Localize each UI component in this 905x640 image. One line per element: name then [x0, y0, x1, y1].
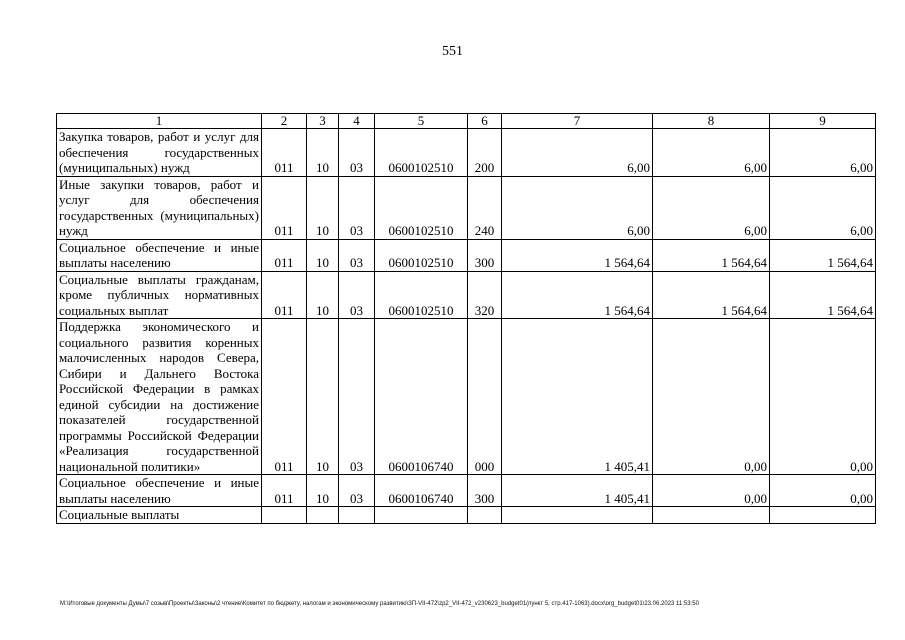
table-row-partial: [57, 507, 876, 524]
target-article-cell: 0600106740: [375, 319, 468, 475]
amount-col9-cell: 0,00: [770, 475, 876, 507]
empty-cell: [770, 507, 876, 524]
item-name-cell: Иные закупки товаров, работ и услуг для обеспечения государственных (муниципальных) нужд: [57, 176, 262, 239]
empty-cell: [307, 507, 339, 524]
amount-col8-cell: 1 564,64: [653, 239, 770, 271]
ministry-code-cell: 011: [262, 239, 307, 271]
amount-col7-cell: 1 405,41: [502, 475, 653, 507]
subsection-code-cell: 03: [339, 319, 375, 475]
subsection-code-cell: 03: [339, 176, 375, 239]
ministry-code-cell: 011: [262, 176, 307, 239]
amount-col9-cell: 1 564,64: [770, 239, 876, 271]
table-row: [57, 129, 876, 177]
ministry-code-cell: 011: [262, 475, 307, 507]
header-row: [57, 114, 876, 129]
expense-type-cell: 300: [468, 475, 502, 507]
target-article-cell: 0600102510: [375, 239, 468, 271]
section-code-cell: 10: [307, 475, 339, 507]
subsection-code-cell: 03: [339, 239, 375, 271]
header-cell: 7: [502, 114, 653, 129]
expense-type-cell: 240: [468, 176, 502, 239]
amount-col7-cell: 1 564,64: [502, 239, 653, 271]
section-code-cell: 10: [307, 239, 339, 271]
amount-col9-cell: 6,00: [770, 129, 876, 177]
empty-cell: [502, 507, 653, 524]
header-cell: 9: [770, 114, 876, 129]
amount-col9-cell: 1 564,64: [770, 271, 876, 319]
subsection-code-cell: 03: [339, 271, 375, 319]
expense-type-cell: 300: [468, 239, 502, 271]
item-name-cell: Закупка товаров, работ и услуг для обеспечения государственных (муниципальных) нужд: [57, 129, 262, 177]
amount-col8-cell: 6,00: [653, 176, 770, 239]
table-row: [57, 475, 876, 507]
subsection-code-cell: 03: [339, 129, 375, 177]
target-article-cell: 0600102510: [375, 176, 468, 239]
page-number: 551: [442, 44, 463, 59]
amount-col7-cell: 6,00: [502, 176, 653, 239]
amount-col8-cell: 1 564,64: [653, 271, 770, 319]
header-cell: 3: [307, 114, 339, 129]
table-row: [57, 271, 876, 319]
target-article-cell: 0600102510: [375, 129, 468, 177]
empty-cell: [468, 507, 502, 524]
target-article-cell: 0600102510: [375, 271, 468, 319]
section-code-cell: 10: [307, 176, 339, 239]
item-name-cell: Социальное обеспечение и иные выплаты населению: [57, 239, 262, 271]
header-cell: 5: [375, 114, 468, 129]
document-path-footer: М:\Итоговые документы Думы\7 созыв\Проекты\Законы\2 чтение\Комитет по бюджету, налогам и экономическому развитию\ЗП-VII-472\zp2_VII-472_v230623_budget01(пункт 5, стр.417-1063).docx\org_budget01\23.06.2023 11:53:50: [60, 601, 699, 607]
header-cell: 4: [339, 114, 375, 129]
amount-col9-cell: 0,00: [770, 319, 876, 475]
table-row: [57, 239, 876, 271]
header-cell: 1: [57, 114, 262, 129]
item-name-cell: Социальные выплаты: [57, 507, 262, 524]
item-name-cell: Социальное обеспечение и иные выплаты населению: [57, 475, 262, 507]
empty-cell: [339, 507, 375, 524]
empty-cell: [653, 507, 770, 524]
ministry-code-cell: 011: [262, 271, 307, 319]
amount-col9-cell: 6,00: [770, 176, 876, 239]
header-cell: 6: [468, 114, 502, 129]
section-code-cell: 10: [307, 319, 339, 475]
table-row: [57, 319, 876, 475]
header-cell: 2: [262, 114, 307, 129]
amount-col7-cell: 1 405,41: [502, 319, 653, 475]
budget-table: [56, 113, 876, 524]
section-code-cell: 10: [307, 271, 339, 319]
amount-col7-cell: 6,00: [502, 129, 653, 177]
amount-col8-cell: 6,00: [653, 129, 770, 177]
expense-type-cell: 320: [468, 271, 502, 319]
ministry-code-cell: 011: [262, 129, 307, 177]
expense-type-cell: 200: [468, 129, 502, 177]
empty-cell: [262, 507, 307, 524]
header-cell: 8: [653, 114, 770, 129]
amount-col7-cell: 1 564,64: [502, 271, 653, 319]
table-row: [57, 176, 876, 239]
empty-cell: [375, 507, 468, 524]
subsection-code-cell: 03: [339, 475, 375, 507]
ministry-code-cell: 011: [262, 319, 307, 475]
target-article-cell: 0600106740: [375, 475, 468, 507]
item-name-cell: Поддержка экономического и социального развития коренных малочисленных народов Севера, Сибири и Дальнего Востока Российской Федерации в рамках единой субсидии на достижение показателей государственной программы Российской Федерации «Реализация государственной национальной политики»: [57, 319, 262, 475]
amount-col8-cell: 0,00: [653, 475, 770, 507]
item-name-cell: Социальные выплаты гражданам, кроме публичных нормативных социальных выплат: [57, 271, 262, 319]
expense-type-cell: 000: [468, 319, 502, 475]
section-code-cell: 10: [307, 129, 339, 177]
amount-col8-cell: 0,00: [653, 319, 770, 475]
